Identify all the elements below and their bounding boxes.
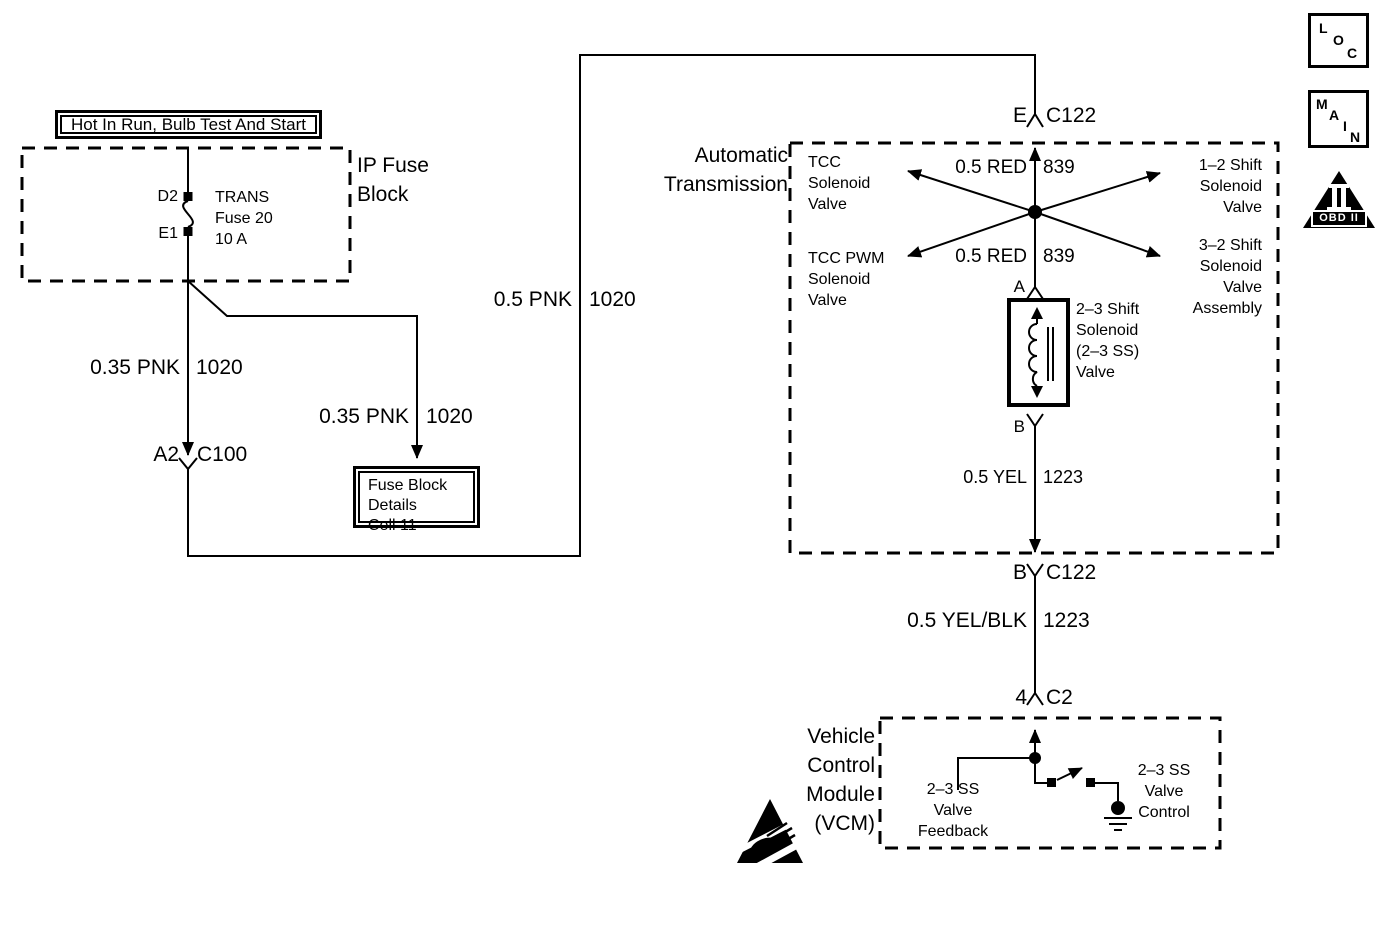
solenoid-coil-symbol [1009,300,1068,405]
wire-yel-gauge: 0.5 YEL [963,467,1027,487]
ip-fuse-block-outline [22,148,350,281]
wire-pnk-branch-circuit: 1020 [426,405,473,428]
connector-c100-name: C100 [197,443,248,466]
connector-c122-bottom-name: C122 [1046,561,1097,584]
connector-c100-pin: A2 [153,443,179,466]
fuse-symbol [183,149,193,281]
connector-c122-top-name: C122 [1046,104,1097,127]
wire-yel-circuit: 1223 [1043,467,1084,487]
obd-ii-label[interactable]: OBD II [1319,212,1359,224]
shift-2-3-solenoid-valve-label: 2–3 Shift Solenoid (2–3 SS) Valve [1076,301,1140,381]
switch-contact [1086,778,1095,787]
solenoid-pin-a-symbol [1027,287,1043,299]
power-source-label: Hot In Run, Bulb Test And Start [71,114,306,134]
connector-c2-name: C2 [1046,686,1073,709]
loc-letter: L [1319,20,1328,36]
wire-red-lower-gauge: 0.5 RED [955,246,1027,267]
solenoid-pin-a-label: A [1013,277,1025,296]
connector-c122-top-symbol [1027,114,1043,127]
shift-1-2-solenoid-valve-label: 1–2 Shift Solenoid Valve [1198,157,1262,216]
main-letter: M [1316,96,1328,112]
wire-yel-blk-circuit: 1223 [1043,609,1090,632]
trans-fuse-label: TRANS Fuse 20 10 A [215,189,273,248]
wire-pnk-branch-gauge: 0.35 PNK [319,405,409,428]
main-letter: A [1329,107,1340,123]
vcm-control-label: 2–3 SS Valve Control [1137,762,1191,821]
main-letter: N [1350,129,1361,145]
ground-dot [1111,801,1125,815]
automatic-transmission-title: Automatic Transmission [663,144,788,196]
wire-red-upper-gauge: 0.5 RED [955,157,1027,178]
connector-c122-bottom-symbol [1027,564,1043,576]
connector-c2-symbol [1027,693,1043,705]
loc-letter: O [1333,32,1344,48]
wire-red-lower-circuit: 839 [1043,246,1075,267]
tcc-pwm-solenoid-valve-label: TCC PWM Solenoid Valve [808,250,885,309]
solenoid-pin-b-symbol [1027,414,1043,426]
main-letter: I [1343,118,1347,134]
ip-fuse-block-title: IP Fuse Block [357,154,429,206]
loc-letter: C [1347,45,1358,61]
shift-3-2-solenoid-valve-assembly-label: 3–2 Shift Solenoid Valve Assembly [1192,237,1262,317]
connector-c2-pin: 4 [1015,686,1027,709]
wire-pnk-main-circuit: 1020 [196,356,243,379]
connector-c122-top-pin: E [1012,104,1027,127]
wire-pnk-feed-gauge: 0.5 PNK [493,288,572,311]
main-badge[interactable] [1308,90,1369,148]
fuse-pin-d2: D2 [157,188,178,205]
vcm-feedback-label: 2–3 SS Valve Feedback [917,781,989,840]
esd-warning-icon [736,799,810,874]
fuse-pin-e1: E1 [158,225,178,242]
wire-red-upper-circuit: 839 [1043,157,1075,178]
vcm-title: Vehicle Control Module (VCM) [806,725,875,835]
wire-red-839 [908,148,1160,299]
connector-c100-symbol [179,458,197,469]
wire-pnk-main-gauge: 0.35 PNK [90,356,180,379]
switch-contact [1047,778,1056,787]
fuse-block-details-box[interactable]: Fuse Block Details Cell 11 [353,466,480,528]
wire-yel-blk-gauge: 0.5 YEL/BLK [907,609,1027,632]
wire-pnk-feed-circuit: 1020 [589,288,636,311]
connector-c122-bottom-pin: B [1012,561,1027,584]
tcc-solenoid-valve-label: TCC Solenoid Valve [808,154,871,213]
wire-yel-1223 [1027,414,1043,705]
loc-badge[interactable] [1308,13,1369,68]
driver-switch-arrow [1057,768,1082,780]
solenoid-pin-b-label: B [1013,417,1025,436]
power-source-box [55,110,322,139]
